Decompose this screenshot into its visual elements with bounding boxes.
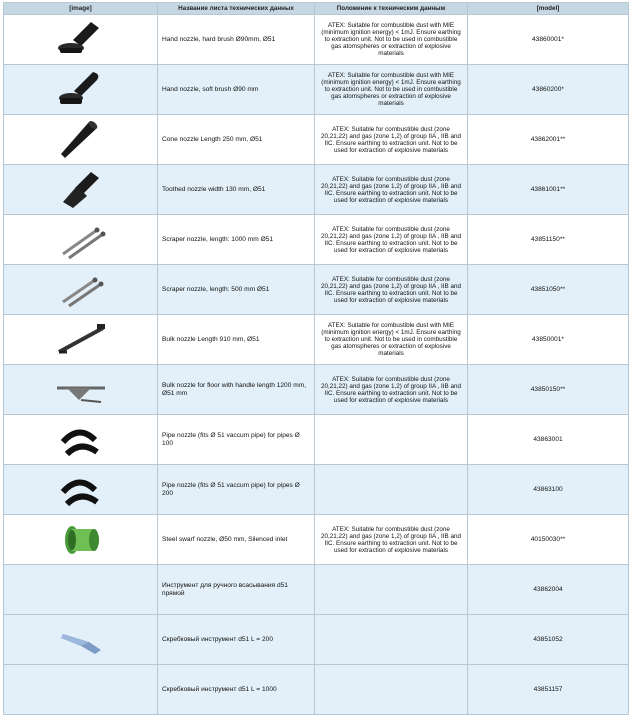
model-number: 43863100 — [468, 465, 629, 515]
product-name: Bulk nozzle for floor with handle length 1200 mm, Ø51 mm — [158, 365, 315, 415]
atex-note: ATEX: Suitable for combustible dust (zone 20,21,22) and gas (zone 1,2) of group IIA , IIB and IIC. Ensure earthing to extraction unit. Not to be used for extraction of explosive materials — [315, 515, 468, 565]
model-number: 43851050** — [468, 265, 629, 315]
cone-nozzle-icon — [51, 118, 111, 162]
atex-note — [315, 565, 468, 615]
model-number: 43860200* — [468, 65, 629, 115]
table-row — [4, 65, 629, 115]
product-name: Scraper nozzle, length: 1000 mm Ø51 — [158, 215, 315, 265]
atex-note — [315, 665, 468, 715]
header-image: [image] — [4, 3, 158, 15]
pipe-nozzle-icon — [51, 468, 111, 512]
atex-note: ATEX: Suitable for combustible dust with MIE (minimum ignition energy) < 1mJ. Ensure earthing to extraction unit. Not to be used in combustible gas atomspheres or extraction of explosive materials — [315, 65, 468, 115]
atex-note: ATEX: Suitable for combustible dust with MIE (minimum ignition energy) < 1mJ. Ensure earthing to extraction unit. Not to be used in combustible gas atomspheres or extraction of explosive materials — [315, 15, 468, 65]
table-row — [4, 365, 629, 415]
pipe-nozzle-icon — [51, 418, 111, 462]
product-image-cell — [4, 315, 158, 365]
table-row — [4, 15, 629, 65]
table-row — [4, 465, 629, 515]
product-name: Cone nozzle Length 250 mm, Ø51 — [158, 115, 315, 165]
product-name: Инструмент для ручного всасывания d51 прямой — [158, 565, 315, 615]
table-row — [4, 565, 629, 615]
atex-note: ATEX: Suitable for combustible dust (zone 20,21,22) and gas (zone 1,2) of group IIA , IIB and IIC. Ensure earthing to extraction unit. Not to be used for extraction of explosive materials — [315, 115, 468, 165]
product-image-cell — [4, 615, 158, 665]
product-name: Pipe nozzle (fits Ø 51 vaccum pipe) for pipes Ø 100 — [158, 415, 315, 465]
model-number: 43860001* — [468, 15, 629, 65]
atex-note: ATEX: Suitable for combustible dust with MIE (minimum ignition energy) < 1mJ. Ensure earthing to extraction unit. Not to be used in combustible gas atomspheres or extraction of explosive materials — [315, 315, 468, 365]
product-table — [3, 2, 629, 715]
table-row — [4, 415, 629, 465]
model-number: 43862001** — [468, 115, 629, 165]
product-image-cell — [4, 365, 158, 415]
table-row — [4, 615, 629, 665]
product-image-cell — [4, 65, 158, 115]
product-image-cell — [4, 215, 158, 265]
model-number: 43850001* — [468, 315, 629, 365]
product-image-cell — [4, 165, 158, 215]
product-name: Toothed nozzle width 130 mm, Ø51 — [158, 165, 315, 215]
product-name: Steel swarf nozzle, Ø50 mm, Silenced inlet — [158, 515, 315, 565]
product-name: Scraper nozzle, length: 500 mm Ø51 — [158, 265, 315, 315]
product-image-cell — [4, 515, 158, 565]
bulk-floor-nozzle-icon — [51, 368, 111, 412]
product-image-cell — [4, 465, 158, 515]
table-row — [4, 665, 629, 715]
model-number: 43851150** — [468, 215, 629, 265]
product-image-cell — [4, 265, 158, 315]
scraper-nozzle-short-icon — [51, 268, 111, 312]
hand-nozzle-hard-brush-icon — [51, 18, 111, 62]
model-number: 43851052 — [468, 615, 629, 665]
product-name: Hand nozzle, hard brush Ø90mm, Ø51 — [158, 15, 315, 65]
model-number: 43863001 — [468, 415, 629, 465]
product-name: Hand nozzle, soft brush Ø90 mm — [158, 65, 315, 115]
product-image-cell — [4, 115, 158, 165]
product-image-cell — [4, 565, 158, 615]
table-row — [4, 515, 629, 565]
product-name: Bulk nozzle Length 910 mm, Ø51 — [158, 315, 315, 365]
atex-note: ATEX: Suitable for combustible dust (zone 20,21,22) and gas (zone 1,2) of group IIA , IIB and IIC. Ensure earthing to extraction unit. Not to be used for extraction of explosive materials — [315, 215, 468, 265]
header-row — [4, 3, 629, 15]
product-name: Скребковый инструмент d51 L = 1000 — [158, 665, 315, 715]
toothed-nozzle-icon — [51, 168, 111, 212]
table-row — [4, 265, 629, 315]
atex-note — [315, 415, 468, 465]
atex-note: ATEX: Suitable for combustible dust (zone 20,21,22) and gas (zone 1,2) of group IIA , IIB and IIC. Ensure earthing to extraction unit. Not to be used for extraction of explosive materials — [315, 165, 468, 215]
model-number: 43851157 — [468, 665, 629, 715]
model-number: 43861001** — [468, 165, 629, 215]
model-number: 43862004 — [468, 565, 629, 615]
product-image-cell — [4, 665, 158, 715]
table-row — [4, 215, 629, 265]
table-row — [4, 115, 629, 165]
product-image-cell — [4, 415, 158, 465]
model-number: 43850150** — [468, 365, 629, 415]
scraper-tool-icon — [51, 618, 111, 662]
atex-note — [315, 465, 468, 515]
product-name: Скребковый инструмент d51 L = 200 — [158, 615, 315, 665]
steel-swarf-nozzle-icon — [51, 518, 111, 562]
hand-nozzle-soft-brush-icon — [51, 68, 111, 112]
atex-note: ATEX: Suitable for combustible dust (zone 20,21,22) and gas (zone 1,2) of group IIA , IIB and IIC. Ensure earthing to extraction unit. Not to be used for extraction of explosive materials — [315, 265, 468, 315]
product-name: Pipe nozzle (fits Ø 51 vaccum pipe) for pipes Ø 200 — [158, 465, 315, 515]
bulk-nozzle-icon — [51, 318, 111, 362]
atex-note — [315, 615, 468, 665]
product-image-cell — [4, 15, 158, 65]
table-row — [4, 315, 629, 365]
model-number: 40150030** — [468, 515, 629, 565]
atex-note: ATEX: Suitable for combustible dust (zone 20,21,22) and gas (zone 1,2) of group IIA , IIB and IIC. Ensure earthing to extraction unit. Not to be used for extraction of explosive materials — [315, 365, 468, 415]
table-row — [4, 165, 629, 215]
header-atex: Положение к техническим данным — [315, 3, 468, 15]
scraper-nozzle-long-icon — [51, 218, 111, 262]
header-model: [model] — [468, 3, 629, 15]
header-name: Название листа технических данных — [158, 3, 315, 15]
